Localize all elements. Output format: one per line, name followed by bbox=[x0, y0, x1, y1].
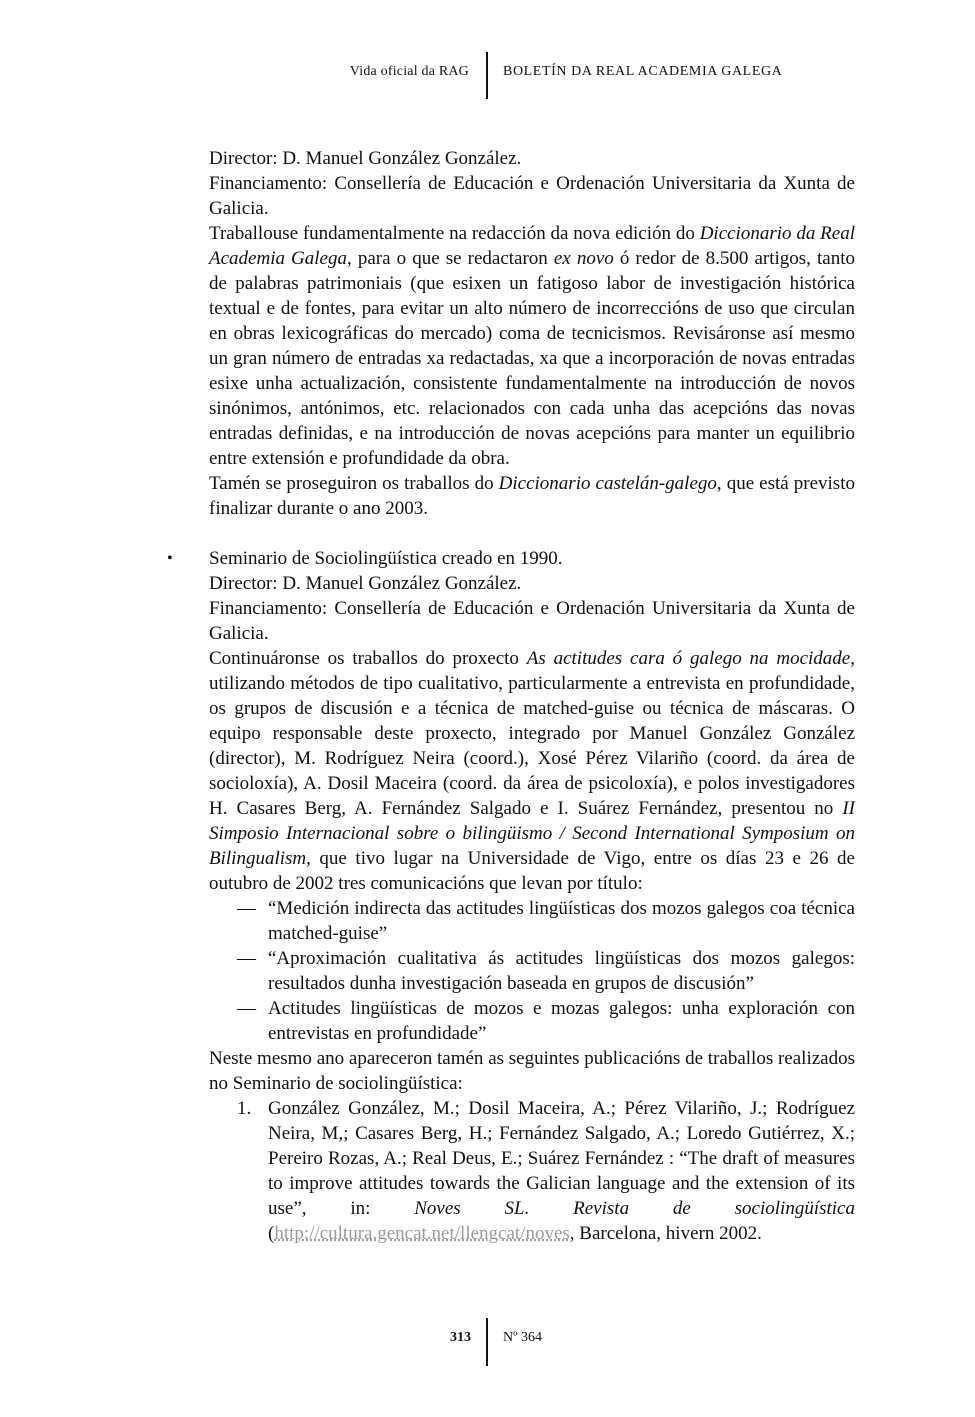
italic-title: II Simposio Internacional sobre o bilingüismo / Second International Symposium on Bilingualism bbox=[209, 798, 855, 869]
seminar-title: Seminario de Sociolingüística creado en 1990. bbox=[209, 548, 563, 569]
running-header bbox=[0, 50, 975, 100]
citation-text: González González, M.; Dosil Maceira, A.; Pérez Vilariño, J.; Rodríguez Neira, M,; Casares Berg, H.; Fernández Salgado, A.; Loredo Gutiérrez, X.; Pereiro Rozas, A.; Real Deus, E.; Suárez Fernández : “The draft of measures to improve attitudes towards the Galician language and the extension of its use”, in: bbox=[268, 1098, 855, 1219]
paragraph: Neste mesmo ano apareceron tamén as seguintes publicacións de traballos realizados no Seminario de sociolingüística: bbox=[209, 1048, 855, 1094]
list-item bbox=[209, 946, 855, 996]
italic-title: As actitudes cara ó galego na mocidade bbox=[526, 648, 851, 669]
italic-journal: Noves SL. Revista de sociolingüística bbox=[414, 1198, 855, 1219]
director-line: Director: D. Manuel González González. bbox=[209, 573, 522, 594]
italic-title: Diccionario da Real Academia Galega bbox=[209, 223, 856, 269]
text: Traballouse fundamentalmente na redacción da nova edición do bbox=[209, 223, 700, 244]
seminar-item bbox=[167, 546, 855, 1246]
list-item bbox=[209, 896, 855, 946]
communication-title: Actitudes lingüísticas de mozos e mozas galegos: unha exploración con entrevistas en profundidade” bbox=[268, 998, 855, 1044]
dash-marker: — bbox=[237, 998, 256, 1019]
bullet-icon: • bbox=[167, 550, 173, 567]
paragraph bbox=[209, 221, 855, 471]
text: , utilizando métodos de tipo cualitativo, particularmente a entrevista en profundidade, os grupos de discusión e a técnica de matched-guise ou técnica de máscaras. O equipo responsable deste proxecto, integrado por Manuel González González (director), M. Rodríguez Neira (coord.), Xosé Pérez Vilariño (coord. da área de socioloxía), A. Dosil Maceira (coord. da área de psicoloxía), e polos investigadores H. Casares Berg, A. Fernández Salgado e I. Suárez Fernández, presentou no bbox=[209, 648, 855, 819]
spacer bbox=[209, 521, 855, 546]
header-journal-title: BOLETÍN DA REAL ACADEMIA GALEGA bbox=[503, 64, 783, 79]
paragraph bbox=[209, 471, 855, 521]
text: , para o que se redactaron bbox=[347, 248, 554, 269]
publications-list bbox=[209, 1096, 855, 1246]
list-item bbox=[209, 1096, 855, 1246]
funding-line: Financiamento: Consellería de Educación e Ordenación Universitaria da Xunta de Galicia. bbox=[209, 598, 855, 644]
running-footer bbox=[0, 1318, 975, 1368]
text: Continuáronse os traballos do proxecto bbox=[209, 648, 527, 669]
list-item bbox=[209, 996, 855, 1046]
funding-line: Financiamento: Consellería de Educación e Ordenación Universitaria da Xunta de Galicia. bbox=[209, 173, 855, 219]
text: ó redor de 8.500 artigos, tanto de palabras patrimoniais (que esixen un fatigoso labor de investigación histórica textual e de fontes, para evitar un alto número de incorreccións de uso que circulan en obras lexicográficas do mercado) coma de tecnicismos. Revisáronse así mesmo un gran número de entradas xa redactadas, xa que a incorporación de novas entradas esixe unha actualización, consistente fundamentalmente na introducción de novos sinónimos, antónimos, etc. relacionados con cada unha das acepcións das novas entradas definidas, e na introducción de novas acepcións para manter un equilibrio entre extensión e profundidade da obra. bbox=[209, 248, 855, 469]
text: , que tivo lugar na Universidade de Vigo, entre os días 23 e 26 de outubro de 2002 tres comunicacións que levan por título: bbox=[209, 848, 855, 894]
header-divider bbox=[486, 52, 488, 99]
dash-marker: — bbox=[237, 898, 256, 919]
text: , que está previsto finalizar durante o ano 2003. bbox=[209, 473, 855, 519]
communications-list bbox=[209, 896, 855, 1046]
italic-title: Diccionario castelán-galego bbox=[498, 473, 717, 494]
text: , Barcelona, hivern 2002. bbox=[569, 1223, 762, 1244]
list-number: 1. bbox=[237, 1098, 252, 1119]
paragraph bbox=[209, 646, 855, 896]
dash-marker: — bbox=[237, 948, 256, 969]
italic-term: ex novo bbox=[553, 248, 614, 269]
page-number: 313 bbox=[450, 1330, 471, 1345]
communication-title: “Aproximación cualitativa ás actitudes lingüísticas dos mozos galegos: resultados dunha investigación baseada en grupos de discusión” bbox=[268, 948, 855, 994]
director-line: Director: D. Manuel González González. bbox=[209, 148, 522, 169]
header-section: Vida oficial da RAG bbox=[349, 64, 469, 79]
url-link[interactable]: http://cultura.gencat.net/llengcat/noves bbox=[274, 1223, 570, 1244]
page-body bbox=[167, 146, 856, 1246]
text: ( bbox=[268, 1223, 275, 1244]
footer-divider bbox=[486, 1318, 488, 1366]
text: Tamén se proseguiron os traballos do bbox=[209, 473, 499, 494]
issue-number: Nº 364 bbox=[503, 1330, 542, 1345]
communication-title: “Medición indirecta das actitudes lingüísticas dos mozos galegos coa técnica matched-guise” bbox=[268, 898, 855, 944]
